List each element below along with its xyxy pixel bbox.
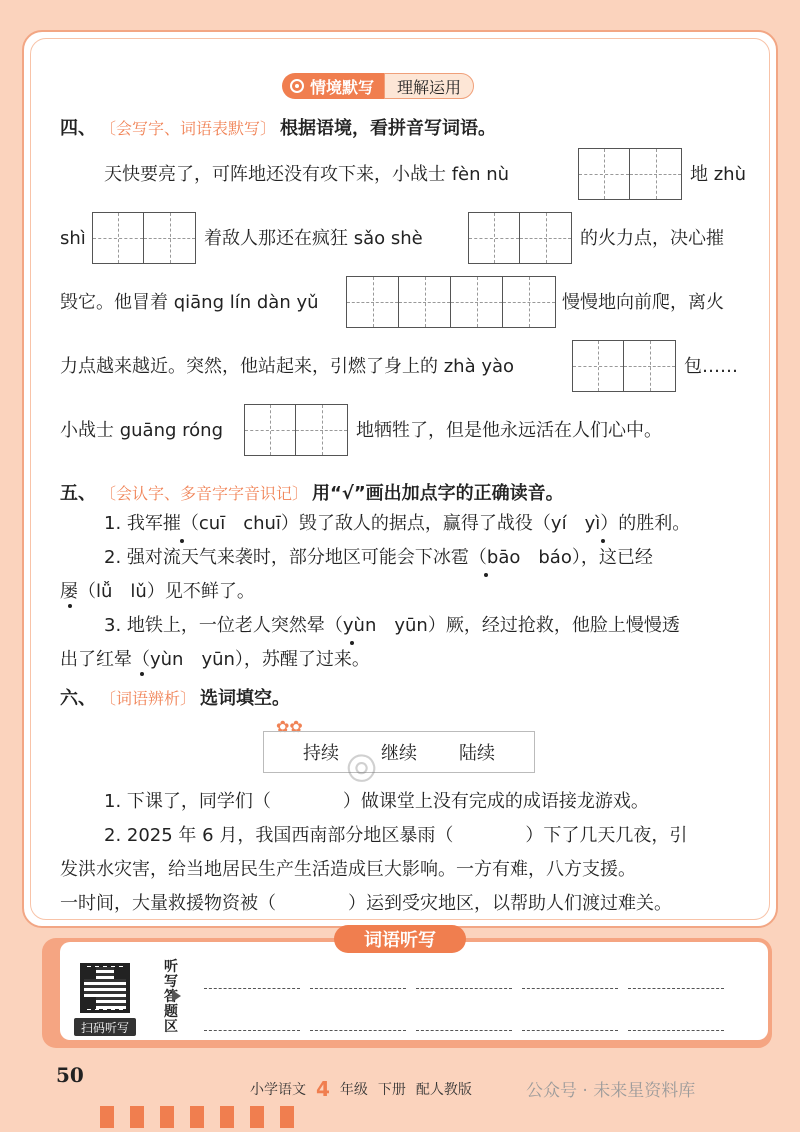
answer-grid-guangrong[interactable]	[244, 404, 348, 456]
s4-line2-start: shì	[60, 228, 86, 249]
dictation-line[interactable]	[310, 1030, 406, 1031]
footer-bar	[250, 1078, 472, 1100]
emphasis-dot	[140, 672, 144, 676]
s4-line1-end: 地 zhù	[690, 164, 746, 185]
s4-line4-start: 力点越来越近。突然，他站起来，引燃了身上的 zhà yào	[60, 356, 515, 377]
s5-question-3b: 出了红晕（yùn yūn），苏醒了过来。	[60, 649, 370, 670]
word-option: 持续	[303, 743, 339, 764]
footer-volume: 下册	[377, 1082, 406, 1098]
dictation-line[interactable]	[522, 1030, 618, 1031]
s4-line2-end: 的火力点，决心摧	[580, 228, 724, 249]
dictation-line[interactable]	[522, 988, 618, 989]
stamp-watermark: ◎	[337, 741, 384, 792]
s4-line5-end: 地牺牲了，但是他永远活在人们心中。	[356, 420, 662, 441]
dictation-line[interactable]	[310, 988, 406, 989]
footer-edition: 配人教版	[415, 1082, 472, 1098]
dictation-line[interactable]	[628, 1030, 724, 1031]
footer-grade-text: 年级	[339, 1082, 368, 1098]
header-sub-label: 理解运用	[384, 73, 474, 99]
s4-line2-mid: 着敌人那还在疯狂 sǎo shè	[204, 228, 423, 249]
answer-grid-zhushi[interactable]	[92, 212, 196, 264]
answer-grid-saoshe[interactable]	[468, 212, 572, 264]
dictation-line[interactable]	[204, 988, 300, 989]
s5-question-3a: 3. 地铁上，一位老人突然晕（yùn yūn）厥，经过抢救，他脸上慢慢透	[104, 615, 680, 636]
word-option: 继续	[381, 743, 417, 764]
word-option: 陆续	[459, 743, 495, 764]
s4-line1-text: 天快要亮了，可阵地还没有攻下来，小战士 fèn nù	[104, 164, 510, 185]
dictation-line[interactable]	[416, 1030, 512, 1031]
s6-question-2b: 发洪水灾害，给当地居民生产生活造成巨大影响。一方有难，八方支援。	[60, 859, 636, 880]
dictation-title: 词语听写	[334, 925, 466, 953]
qr-code-pattern	[84, 967, 126, 1009]
s5-question-2b: 屡（lǚ lǔ）见不鲜了。	[60, 581, 255, 602]
section-header-tab	[282, 73, 474, 99]
dictation-line[interactable]	[628, 988, 724, 989]
page-number: 50	[56, 1063, 84, 1087]
footer-stripes	[100, 1106, 294, 1128]
answer-grid-fennu[interactable]	[578, 148, 682, 200]
s4-line3-start: 毁它。他冒着 qiāng lín dàn yǔ	[60, 292, 319, 313]
s4-line5-start: 小战士 guāng róng	[60, 420, 223, 441]
section6-title: 六、 〔词语辨析〕 选词填空。	[60, 688, 291, 709]
emphasis-dot	[180, 539, 184, 543]
s4-line3-end: 慢慢地向前爬，离火	[562, 292, 724, 313]
footer-grade-number: 4	[316, 1077, 330, 1101]
s6-question-2a: 2. 2025 年 6 月，我国西南部分地区暴雨（ ）下了几天几夜，引	[104, 825, 688, 846]
emphasis-dot	[484, 573, 488, 577]
section4-title: 四、 〔会写字、词语表默写〕 根据语境，看拼音写词语。	[60, 118, 497, 139]
qr-scan-label: 扫码听写	[74, 1018, 136, 1036]
answer-grid-qianglindanyu[interactable]	[346, 276, 556, 328]
emphasis-dot	[68, 604, 72, 608]
medal-icon	[290, 79, 304, 93]
emphasis-dot	[601, 539, 605, 543]
s6-question-1: 1. 下课了，同学们（ ）做课堂上没有完成的成语接龙游戏。	[104, 791, 649, 812]
s5-question-2a: 2. 强对流天气来袭时，部分地区可能会下冰雹（bāo báo），这已经	[104, 547, 653, 568]
flower-decoration-icon: ✿✿	[276, 717, 303, 736]
s6-question-2c: 一时间，大量救援物资被（ ）运到受灾地区，以帮助人们渡过难关。	[60, 893, 672, 914]
s5-question-1: 1. 我军摧（cuī chuī）毁了敌人的据点，赢得了战役（yí yì）的胜利。	[104, 513, 691, 534]
dictation-line[interactable]	[204, 1030, 300, 1031]
answer-grid-zhayao[interactable]	[572, 340, 676, 392]
emphasis-dot	[350, 641, 354, 645]
header-main-label: 情境默写	[282, 73, 384, 99]
answer-area-label: 听写答题区	[164, 959, 178, 1035]
footer-subject: 小学语文	[250, 1082, 306, 1098]
arrow-right-icon	[172, 990, 181, 1002]
watermark-text: 公众号 · 未来星资料库	[526, 1081, 696, 1101]
dictation-line[interactable]	[416, 988, 512, 989]
s4-line4-end: 包……	[684, 356, 738, 377]
section5-title: 五、 〔会认字、多音字字音识记〕 用“√”画出加点字的正确读音。	[60, 483, 564, 504]
